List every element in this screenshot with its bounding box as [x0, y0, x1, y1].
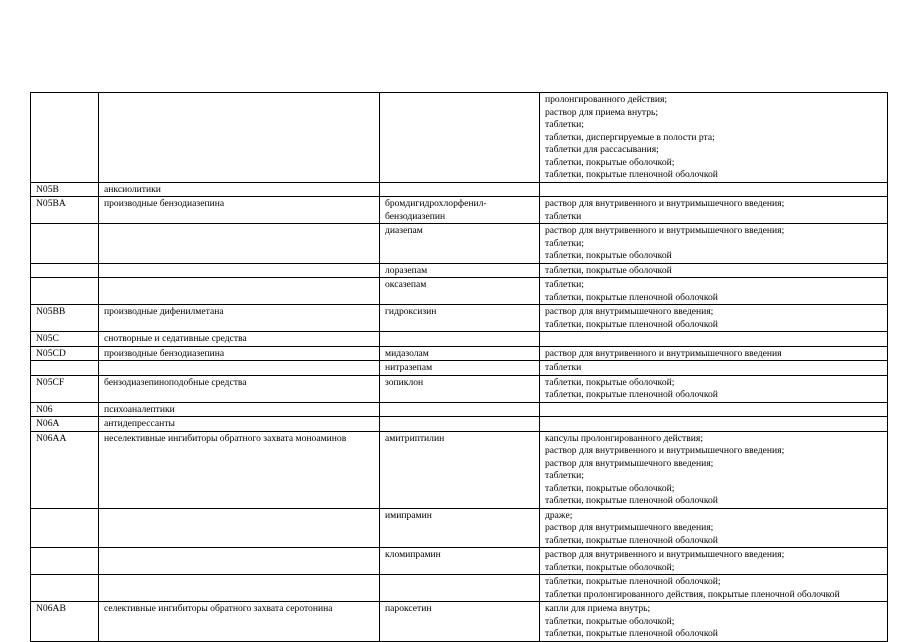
drug-name-cell: оксазепам	[380, 278, 540, 305]
dosage-form-line: таблетки, покрытые оболочкой	[545, 250, 672, 261]
dosage-form-line: таблетки, покрытые пленочной оболочкой	[545, 628, 718, 639]
dosage-form-line: таблетки, покрытые оболочкой;	[545, 482, 675, 494]
atc-code-cell	[31, 508, 99, 548]
atc-code-cell	[31, 278, 99, 305]
anatomical-therapeutic-group-cell: селективные ингибиторы обратного захвата серотонина	[99, 602, 380, 642]
dosage-form-line: таблетки, покрытые пленочной оболочкой	[545, 389, 718, 400]
anatomical-therapeutic-group-cell	[99, 548, 380, 575]
dosage-form-line: раствор для внутривенного и внутримышечного введения	[545, 347, 782, 359]
drug-name-cell: лоразепам	[380, 263, 540, 278]
drug-name-cell: диазепам	[380, 224, 540, 264]
dosage-forms-cell	[540, 431, 888, 508]
dosage-form-line: таблетки, покрытые оболочкой	[545, 264, 672, 276]
dosage-form-line: таблетки, покрытые пленочной оболочкой	[545, 534, 718, 546]
dosage-form-line: таблетки, покрытые оболочкой;	[545, 561, 675, 573]
atc-code-cell	[31, 263, 99, 278]
table-row	[31, 431, 888, 508]
dosage-form-line: капли для приема внутрь;	[545, 603, 651, 614]
dosage-form-line: раствор для внутривенного и внутримышечного введения;	[545, 225, 785, 236]
dosage-form-line: таблетки;	[545, 470, 584, 481]
anatomical-therapeutic-group-cell	[99, 224, 380, 264]
drug-name-cell: мидазолам	[380, 346, 540, 361]
anatomical-therapeutic-group-cell	[99, 93, 380, 183]
atc-code-cell: N05B	[31, 182, 99, 197]
anatomical-therapeutic-group-cell: снотворные и седативные средства	[99, 332, 380, 347]
dosage-forms-cell	[540, 602, 888, 642]
dosage-form-line: раствор для внутримышечного введения;	[545, 306, 714, 317]
drug-name-cell: гидроксизин	[380, 305, 540, 332]
dosage-forms-cell	[540, 402, 888, 417]
dosage-form-line: пролонгированного действия;	[545, 94, 668, 105]
dosage-form-line: таблетки;	[545, 279, 584, 290]
table-row	[31, 575, 888, 602]
table-row	[31, 508, 888, 548]
dosage-forms-cell	[540, 182, 888, 197]
table-row	[31, 332, 888, 347]
table-row	[31, 602, 888, 642]
dosage-form-line: капсулы пролонгированного действия;	[545, 432, 703, 444]
atc-code-cell: N06AA	[31, 431, 99, 508]
dosage-form-line: таблетки пролонгированного действия, покрытые пленочной оболочкой	[545, 588, 840, 600]
table-row	[31, 224, 888, 264]
anatomical-therapeutic-group-cell: психоаналептики	[99, 402, 380, 417]
drug-name-cell	[380, 93, 540, 183]
dosage-forms-cell	[540, 332, 888, 347]
atc-code-cell	[31, 548, 99, 575]
table-row	[31, 93, 888, 183]
table-row	[31, 346, 888, 361]
dosage-form-line: таблетки, покрытые оболочкой;	[545, 156, 675, 168]
drug-classification-table	[30, 92, 888, 642]
anatomical-therapeutic-group-cell: производные бензодиазепина	[99, 197, 380, 224]
dosage-forms-cell	[540, 375, 888, 402]
table-row	[31, 182, 888, 197]
anatomical-therapeutic-group-cell: производные дифенилметана	[99, 305, 380, 332]
atc-code-cell: N05BB	[31, 305, 99, 332]
table-row	[31, 548, 888, 575]
dosage-form-line: таблетки, диспергируемые в полости рта;	[545, 131, 715, 143]
atc-code-cell: N06AB	[31, 602, 99, 642]
dosage-forms-cell	[540, 508, 888, 548]
atc-code-cell: N05C	[31, 332, 99, 347]
dosage-form-line: раствор для внутривенного и внутримышечного введения;	[545, 549, 785, 560]
atc-code-cell	[31, 361, 99, 376]
dosage-form-line: таблетки для рассасывания;	[545, 144, 659, 155]
dosage-forms-cell	[540, 263, 888, 278]
drug-name-cell	[380, 332, 540, 347]
dosage-forms-cell	[540, 197, 888, 224]
drug-name-cell	[380, 402, 540, 417]
dosage-forms-cell	[540, 305, 888, 332]
dosage-form-line: раствор для внутримышечного введения;	[545, 457, 714, 469]
table-row	[31, 402, 888, 417]
dosage-form-line: таблетки, покрытые пленочной оболочкой	[545, 495, 718, 506]
dosage-forms-cell	[540, 93, 888, 183]
atc-code-cell: N05BA	[31, 197, 99, 224]
drug-name-cell	[380, 575, 540, 602]
drug-name-cell: амитриптилин	[380, 431, 540, 508]
atc-code-cell	[31, 224, 99, 264]
drug-name-cell	[380, 182, 540, 197]
anatomical-therapeutic-group-cell	[99, 278, 380, 305]
dosage-form-line: таблетки	[545, 362, 582, 373]
dosage-form-line: таблетки;	[545, 237, 584, 249]
dosage-form-line: раствор для приема внутрь;	[545, 106, 659, 118]
anatomical-therapeutic-group-cell: бензодиазепиноподобные средства	[99, 375, 380, 402]
table-row	[31, 417, 888, 432]
table-row	[31, 305, 888, 332]
table-row	[31, 263, 888, 278]
dosage-form-line: таблетки, покрытые пленочной оболочкой	[545, 318, 718, 330]
anatomical-therapeutic-group-cell: неселективные ингибиторы обратного захвата моноаминов	[99, 431, 380, 508]
dosage-form-line: таблетки, покрытые пленочной оболочкой;	[545, 576, 721, 587]
drug-name-cell: кломипрамин	[380, 548, 540, 575]
dosage-form-line: драже;	[545, 509, 573, 521]
dosage-forms-cell	[540, 548, 888, 575]
table-row	[31, 361, 888, 376]
dosage-form-line: раствор для внутривенного и внутримышечного введения;	[545, 445, 785, 456]
dosage-form-line: таблетки, покрытые пленочной оболочкой	[545, 291, 718, 303]
anatomical-therapeutic-group-cell: анксиолитики	[99, 182, 380, 197]
anatomical-therapeutic-group-cell	[99, 361, 380, 376]
dosage-form-line: таблетки, покрытые оболочкой;	[545, 615, 675, 627]
dosage-form-line: раствор для внутривенного и внутримышечного введения;	[545, 198, 785, 209]
dosage-forms-cell	[540, 361, 888, 376]
table-row	[31, 197, 888, 224]
atc-code-cell: N05CF	[31, 375, 99, 402]
anatomical-therapeutic-group-cell: антидепрессанты	[99, 417, 380, 432]
anatomical-therapeutic-group-cell: производные бензодиазепина	[99, 346, 380, 361]
table-body	[31, 93, 888, 642]
drug-name-cell: пароксетин	[380, 602, 540, 642]
dosage-form-line: таблетки	[545, 210, 582, 222]
atc-code-cell	[31, 93, 99, 183]
dosage-form-line: таблетки, покрытые пленочной оболочкой	[545, 169, 718, 180]
drug-name-cell: имипрамин	[380, 508, 540, 548]
drug-name-cell	[380, 417, 540, 432]
dosage-form-line: раствор для внутримышечного введения;	[545, 522, 714, 533]
dosage-forms-cell	[540, 417, 888, 432]
anatomical-therapeutic-group-cell	[99, 508, 380, 548]
dosage-form-line: таблетки;	[545, 119, 584, 130]
anatomical-therapeutic-group-cell	[99, 575, 380, 602]
dosage-forms-cell	[540, 346, 888, 361]
dosage-forms-cell	[540, 575, 888, 602]
drug-name-cell: бромдигидрохлорфенил-бензодиазепин	[380, 197, 540, 224]
atc-code-cell: N06	[31, 402, 99, 417]
dosage-form-line: таблетки, покрытые оболочкой;	[545, 376, 675, 388]
drug-name-cell: нитразепам	[380, 361, 540, 376]
dosage-forms-cell	[540, 224, 888, 264]
table-row	[31, 278, 888, 305]
dosage-forms-cell	[540, 278, 888, 305]
drug-name-cell: зопиклон	[380, 375, 540, 402]
table-row	[31, 375, 888, 402]
anatomical-therapeutic-group-cell	[99, 263, 380, 278]
atc-code-cell	[31, 575, 99, 602]
atc-code-cell: N05CD	[31, 346, 99, 361]
atc-code-cell: N06A	[31, 417, 99, 432]
